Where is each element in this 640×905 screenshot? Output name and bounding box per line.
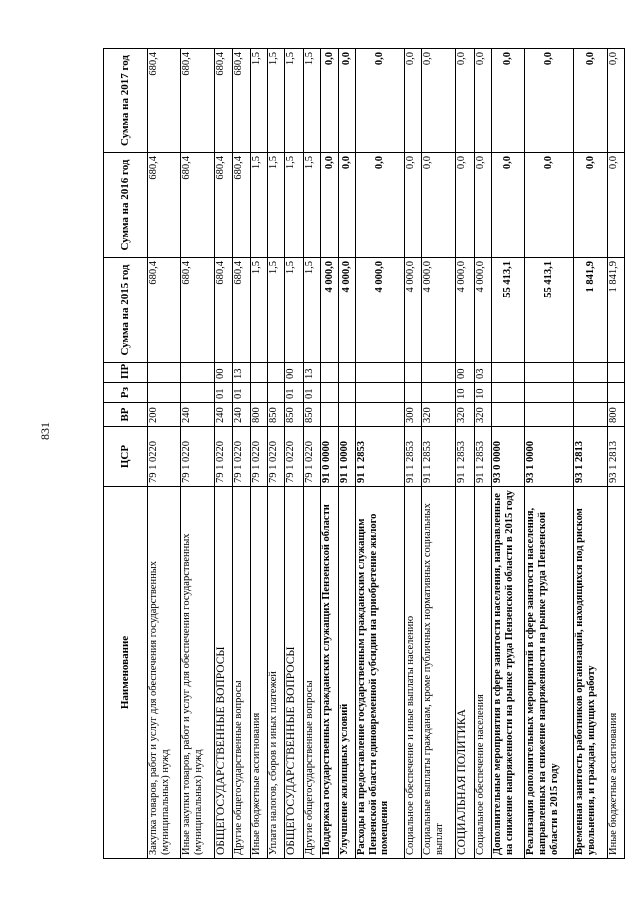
row-pr-cell: [491, 363, 524, 383]
row-rz-cell: [607, 383, 624, 403]
table-row: [422, 49, 455, 859]
row-sum-2017-cell: 0,0: [405, 49, 422, 153]
table-row: [148, 49, 181, 859]
row-csr-cell: 79 1 0220: [181, 427, 214, 487]
row-sum-2016-cell: 0,0: [355, 153, 404, 258]
row-sum-2017-cell: 1,5: [304, 49, 321, 153]
row-sum-2015-cell: 4 000,0: [321, 258, 338, 363]
row-pr-cell: [148, 363, 181, 383]
row-name-cell: Социальное обеспечение населения: [474, 487, 491, 859]
row-rz-cell: [338, 383, 355, 403]
table-row: [405, 49, 422, 859]
row-name-cell: Расходы на предоставление государственным гражданским служащим Пензенской области единовременной субсидии на приобретение жилого помещения: [355, 487, 404, 859]
row-csr-cell: 79 1 0220: [304, 427, 321, 487]
row-sum-2017-cell: 0,0: [525, 49, 574, 153]
row-name-cell: ОБЩЕГОСУДАРСТВЕННЫЕ ВОПРОСЫ: [214, 487, 233, 859]
row-csr-cell: 93 0 0000: [491, 427, 524, 487]
table-row: [233, 49, 250, 859]
table-row: [267, 49, 284, 859]
row-csr-cell: 91 1 2853: [405, 427, 422, 487]
header-name: Наименование: [104, 487, 148, 859]
table-body: [148, 49, 625, 859]
row-pr-cell: [181, 363, 214, 383]
row-vr-cell: [355, 403, 404, 427]
row-sum-2015-cell: 1,5: [250, 258, 267, 363]
row-sum-2016-cell: 0,0: [405, 153, 422, 258]
header-sum-2017: Сумма на 2017 год: [104, 49, 148, 153]
row-sum-2015-cell: 680,4: [233, 258, 250, 363]
header-sum-2016: Сумма на 2016 год: [104, 153, 148, 258]
row-name-cell: СОЦИАЛЬНАЯ ПОЛИТИКА: [455, 487, 474, 859]
row-name-cell: Временная занятость работников организаций, находящихся под риском увольнения, и граждан, ищущих работу: [574, 487, 607, 859]
row-csr-cell: 91 0 0000: [321, 427, 338, 487]
row-vr-cell: 850: [304, 403, 321, 427]
row-rz-cell: [181, 383, 214, 403]
row-sum-2015-cell: 680,4: [214, 258, 233, 363]
row-csr-cell: 93 1 0000: [525, 427, 574, 487]
row-csr-cell: 91 1 0000: [338, 427, 355, 487]
row-pr-cell: [250, 363, 267, 383]
row-sum-2016-cell: 0,0: [338, 153, 355, 258]
row-sum-2017-cell: 0,0: [422, 49, 455, 153]
row-rz-cell: [321, 383, 338, 403]
row-csr-cell: 79 1 0220: [214, 427, 233, 487]
table-row: [574, 49, 607, 859]
row-csr-cell: 91 1 2853: [422, 427, 455, 487]
header-pr: ПР: [104, 363, 148, 383]
row-sum-2017-cell: 680,4: [148, 49, 181, 153]
row-pr-cell: 00: [455, 363, 474, 383]
row-name-cell: Иные бюджетные ассигнования: [250, 487, 267, 859]
table-row: [250, 49, 267, 859]
table-row: [455, 49, 474, 859]
row-sum-2015-cell: 1,5: [267, 258, 284, 363]
row-pr-cell: [422, 363, 455, 383]
row-vr-cell: [321, 403, 338, 427]
row-sum-2015-cell: 4 000,0: [474, 258, 491, 363]
table-row: [304, 49, 321, 859]
table-row: [607, 49, 624, 859]
row-sum-2017-cell: 0,0: [455, 49, 474, 153]
row-sum-2015-cell: 680,4: [181, 258, 214, 363]
row-sum-2016-cell: 680,4: [148, 153, 181, 258]
table-header: [104, 49, 148, 859]
row-rz-cell: [250, 383, 267, 403]
row-csr-cell: 79 1 0220: [148, 427, 181, 487]
row-name-cell: Реализация дополнительных мероприятий в сфере занятости населения, направленных на снижение напряженности на рынке труда Пензенской области в 2015 году: [525, 487, 574, 859]
row-vr-cell: [491, 403, 524, 427]
row-rz-cell: 10: [474, 383, 491, 403]
row-name-cell: Иные закупки товаров, работ и услуг для обеспечения государственных (муниципальных) нужд: [181, 487, 214, 859]
row-sum-2016-cell: 1,5: [267, 153, 284, 258]
row-rz-cell: [267, 383, 284, 403]
table-row: [355, 49, 404, 859]
row-rz-cell: [355, 383, 404, 403]
row-csr-cell: 93 1 2813: [574, 427, 607, 487]
row-pr-cell: [525, 363, 574, 383]
row-csr-cell: 93 1 2813: [607, 427, 624, 487]
row-rz-cell: 01: [233, 383, 250, 403]
row-vr-cell: 320: [422, 403, 455, 427]
row-rz-cell: [574, 383, 607, 403]
row-sum-2017-cell: 0,0: [355, 49, 404, 153]
row-sum-2017-cell: 680,4: [233, 49, 250, 153]
row-rz-cell: [422, 383, 455, 403]
row-name-cell: ОБЩЕГОСУДАРСТВЕННЫЕ ВОПРОСЫ: [285, 487, 304, 859]
row-sum-2016-cell: 1,5: [285, 153, 304, 258]
row-csr-cell: 79 1 0220: [233, 427, 250, 487]
row-rz-cell: [405, 383, 422, 403]
row-pr-cell: 00: [214, 363, 233, 383]
row-sum-2017-cell: 1,5: [267, 49, 284, 153]
row-sum-2015-cell: 680,4: [148, 258, 181, 363]
header-vr: ВР: [104, 403, 148, 427]
row-vr-cell: 320: [474, 403, 491, 427]
row-sum-2016-cell: 0,0: [607, 153, 624, 258]
row-vr-cell: [525, 403, 574, 427]
row-sum-2016-cell: 680,4: [233, 153, 250, 258]
row-sum-2017-cell: 1,5: [250, 49, 267, 153]
row-rz-cell: 10: [455, 383, 474, 403]
row-vr-cell: 300: [405, 403, 422, 427]
table-row: [474, 49, 491, 859]
table-row: [338, 49, 355, 859]
row-name-cell: Другие общегосударственные вопросы: [304, 487, 321, 859]
row-sum-2016-cell: 0,0: [574, 153, 607, 258]
row-name-cell: Уплата налогов, сборов и иных платежей: [267, 487, 284, 859]
row-sum-2016-cell: 0,0: [321, 153, 338, 258]
row-sum-2015-cell: 55 413,1: [525, 258, 574, 363]
table-row: [181, 49, 214, 859]
row-sum-2015-cell: 1 841,9: [574, 258, 607, 363]
row-vr-cell: 240: [181, 403, 214, 427]
row-name-cell: Поддержка государственных гражданских служащих Пензенской области: [321, 487, 338, 859]
row-sum-2016-cell: 0,0: [455, 153, 474, 258]
row-rz-cell: [525, 383, 574, 403]
row-sum-2015-cell: 1,5: [304, 258, 321, 363]
row-rz-cell: 01: [214, 383, 233, 403]
row-sum-2017-cell: 680,4: [181, 49, 214, 153]
row-pr-cell: 13: [233, 363, 250, 383]
row-sum-2016-cell: 1,5: [304, 153, 321, 258]
row-sum-2016-cell: 0,0: [491, 153, 524, 258]
row-csr-cell: 79 1 0220: [267, 427, 284, 487]
row-sum-2016-cell: 680,4: [214, 153, 233, 258]
row-csr-cell: 91 1 2853: [355, 427, 404, 487]
row-name-cell: Социальное обеспечение и иные выплаты населению: [405, 487, 422, 859]
header-sum-2015: Сумма на 2015 год: [104, 258, 148, 363]
row-vr-cell: 800: [607, 403, 624, 427]
row-rz-cell: 01: [304, 383, 321, 403]
row-pr-cell: [405, 363, 422, 383]
row-sum-2017-cell: 1,5: [285, 49, 304, 153]
row-sum-2015-cell: 4 000,0: [338, 258, 355, 363]
row-csr-cell: 79 1 0220: [250, 427, 267, 487]
row-sum-2016-cell: 680,4: [181, 153, 214, 258]
row-pr-cell: 13: [304, 363, 321, 383]
row-name-cell: Дополнительные мероприятия в сфере занятости населения, направленные на снижение напряженности на рынке труда Пензенской области в 2015 году: [491, 487, 524, 859]
header-csr: ЦСР: [104, 427, 148, 487]
row-sum-2016-cell: 1,5: [250, 153, 267, 258]
row-sum-2015-cell: 4 000,0: [405, 258, 422, 363]
budget-table: [103, 48, 625, 859]
row-sum-2016-cell: 0,0: [422, 153, 455, 258]
row-rz-cell: 01: [285, 383, 304, 403]
row-name-cell: Закупка товаров, работ и услуг для обеспечения государственных (муниципальных) нужд: [148, 487, 181, 859]
row-pr-cell: [321, 363, 338, 383]
row-rz-cell: [148, 383, 181, 403]
row-csr-cell: 91 1 2853: [455, 427, 474, 487]
row-csr-cell: 91 1 2853: [474, 427, 491, 487]
row-name-cell: Другие общегосударственные вопросы: [233, 487, 250, 859]
row-sum-2017-cell: 0,0: [574, 49, 607, 153]
table-row: [285, 49, 304, 859]
row-vr-cell: [338, 403, 355, 427]
row-sum-2016-cell: 0,0: [474, 153, 491, 258]
row-pr-cell: [338, 363, 355, 383]
row-name-cell: Социальные выплаты гражданам, кроме публичных нормативных социальных выплат: [422, 487, 455, 859]
budget-table-rotated-container: [103, 49, 625, 859]
row-vr-cell: [574, 403, 607, 427]
table-row: [491, 49, 524, 859]
row-sum-2017-cell: 680,4: [214, 49, 233, 153]
row-rz-cell: [491, 383, 524, 403]
row-sum-2015-cell: 4 000,0: [422, 258, 455, 363]
table-row: [214, 49, 233, 859]
row-sum-2015-cell: 4 000,0: [355, 258, 404, 363]
row-sum-2015-cell: 4 000,0: [455, 258, 474, 363]
header-rz: Рз: [104, 383, 148, 403]
row-sum-2015-cell: 55 413,1: [491, 258, 524, 363]
row-vr-cell: 240: [233, 403, 250, 427]
row-pr-cell: [355, 363, 404, 383]
table-row: [321, 49, 338, 859]
row-sum-2017-cell: 0,0: [491, 49, 524, 153]
row-sum-2017-cell: 0,0: [607, 49, 624, 153]
row-pr-cell: [574, 363, 607, 383]
row-vr-cell: 200: [148, 403, 181, 427]
row-sum-2017-cell: 0,0: [321, 49, 338, 153]
row-sum-2015-cell: 1 841,9: [607, 258, 624, 363]
row-vr-cell: 850: [267, 403, 284, 427]
table-row: [525, 49, 574, 859]
row-sum-2016-cell: 0,0: [525, 153, 574, 258]
row-sum-2015-cell: 1,5: [285, 258, 304, 363]
page-number: 831: [38, 422, 52, 440]
row-vr-cell: 850: [285, 403, 304, 427]
row-pr-cell: [267, 363, 284, 383]
row-sum-2017-cell: 0,0: [474, 49, 491, 153]
row-name-cell: Иные бюджетные ассигнования: [607, 487, 624, 859]
row-vr-cell: 320: [455, 403, 474, 427]
row-name-cell: Улучшение жилищных условий: [338, 487, 355, 859]
row-vr-cell: 240: [214, 403, 233, 427]
row-vr-cell: 800: [250, 403, 267, 427]
row-sum-2017-cell: 0,0: [338, 49, 355, 153]
row-csr-cell: 79 1 0220: [285, 427, 304, 487]
row-pr-cell: 03: [474, 363, 491, 383]
row-pr-cell: [607, 363, 624, 383]
row-pr-cell: 00: [285, 363, 304, 383]
